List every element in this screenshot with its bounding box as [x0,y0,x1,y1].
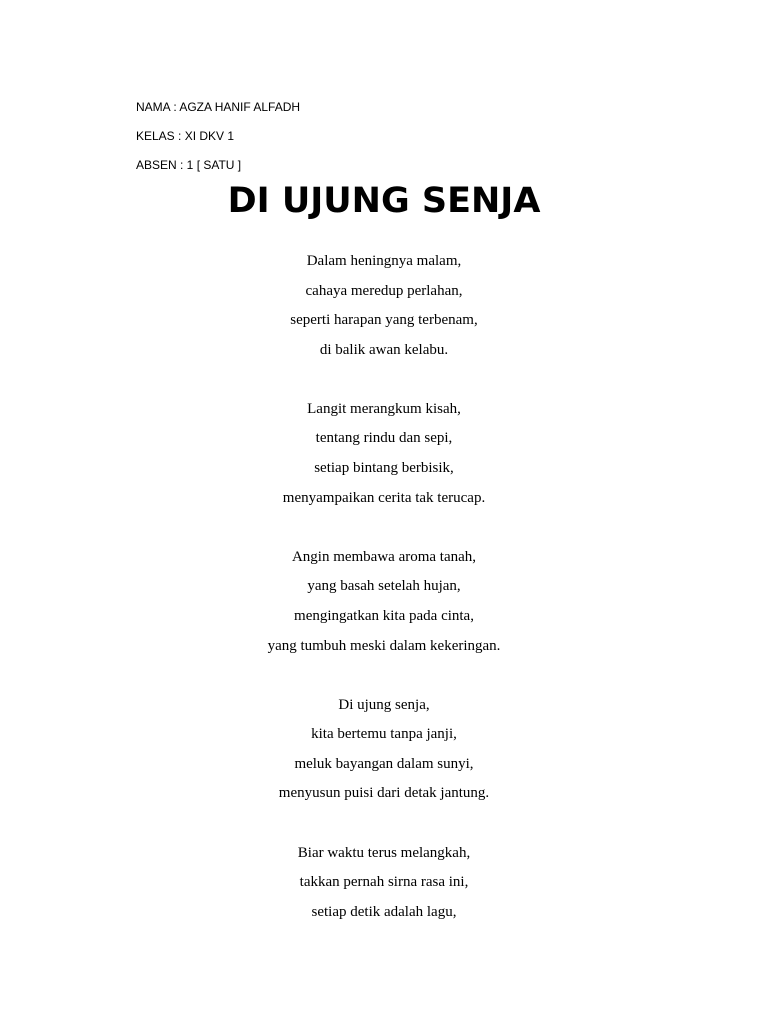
poem-line: yang basah setelah hujan, [307,578,461,595]
student-number: ABSEN : 1 [ SATU ] [136,158,242,172]
poem-line: Langit merangkum kisah, [307,400,461,417]
poem-stanza-5 [0,839,768,928]
poem-stanza-4 [0,691,768,809]
poem-line: seperti harapan yang terbenam, [290,312,478,329]
poem-line: kita bertemu tanpa janji, [311,726,457,743]
poem-line: cahaya meredup perlahan, [305,282,463,299]
poem-line: takkan pernah sirna rasa ini, [299,874,469,891]
poem-line: mengingatkan kita pada cinta, [294,607,474,624]
poem-line: yang tumbuh meski dalam kekeringan. [267,637,501,654]
poem-stanza-1 [0,247,768,365]
poem-line: di balik awan kelabu. [319,341,449,358]
poem-line: menyampaikan cerita tak terucap. [282,489,486,506]
poem-line: Di ujung senja, [338,696,430,713]
poem-line: tentang rindu dan sepi, [315,430,453,447]
student-name: NAMA : AGZA HANIF ALFADH [136,100,301,114]
poem-line: setiap detik adalah lagu, [311,903,457,920]
student-info [136,93,300,180]
student-class: KELAS : XI DKV 1 [136,129,235,143]
poem-stanza-3 [0,543,768,661]
poem-line: setiap bintang berbisik, [314,460,454,477]
poem-line: menyusun puisi dari detak jantung. [278,785,490,802]
poem-line: Biar waktu terus melangkah, [297,844,471,861]
poem-line: meluk bayangan dalam sunyi, [294,755,474,772]
poem-stanza-2 [0,395,768,513]
poem-title: DI UJUNG SENJA [227,181,541,221]
poem-line: Dalam heningnya malam, [306,253,462,269]
poem-line: Angin membawa aroma tanah, [291,548,477,565]
poem-body [0,247,768,957]
